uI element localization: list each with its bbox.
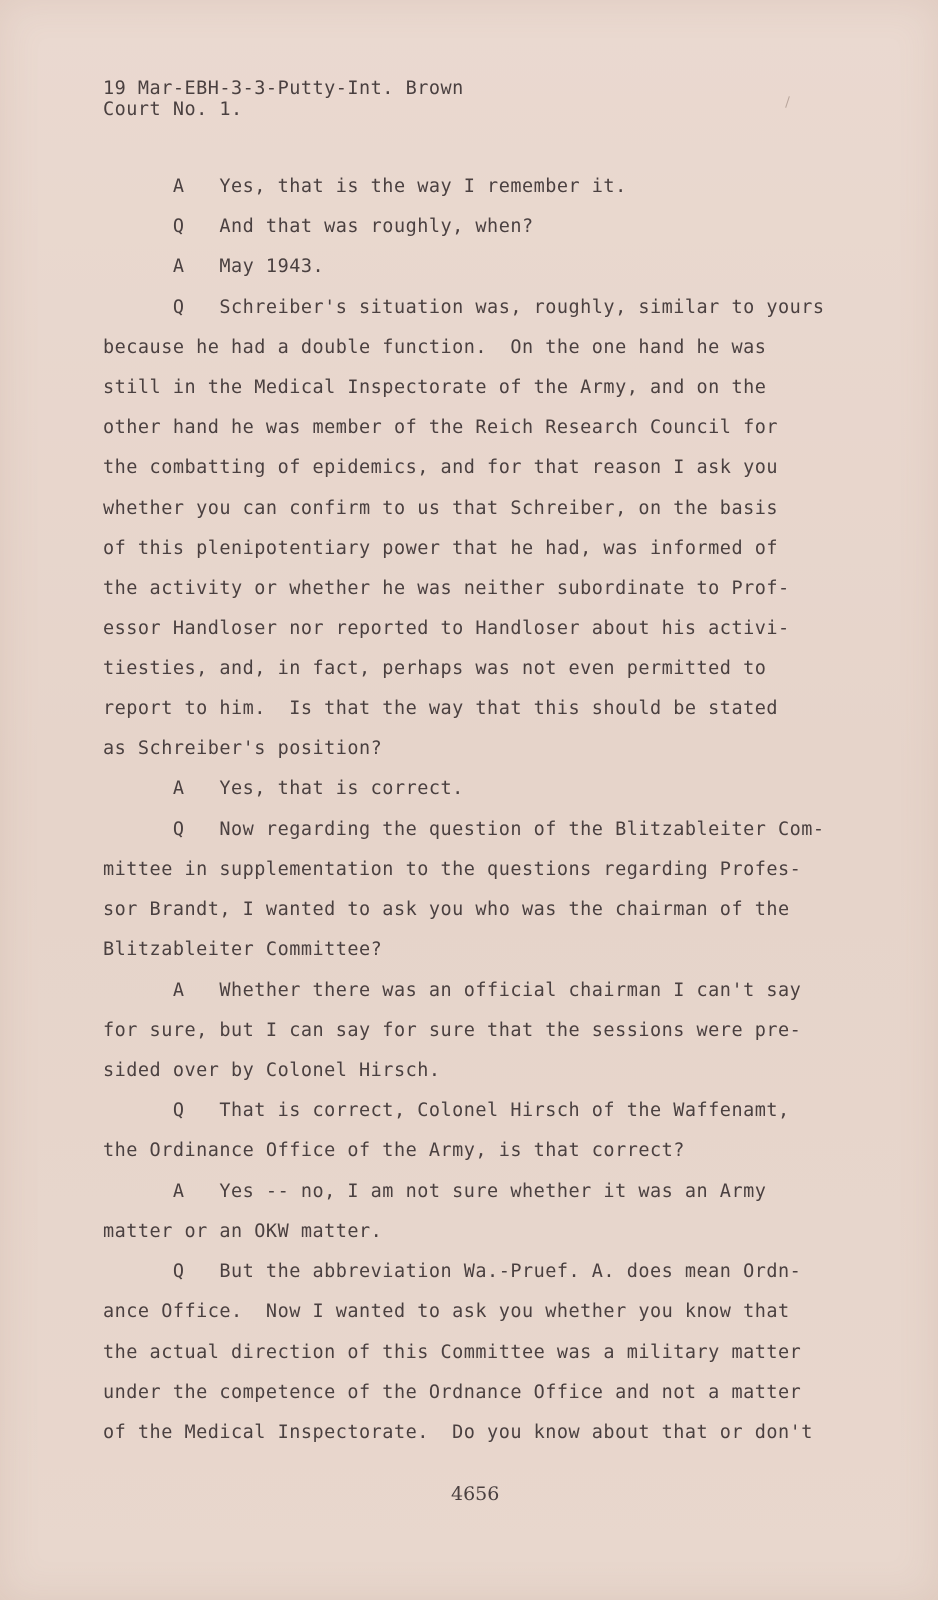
transcript-line: other hand he was member of the Reich Research Council for <box>103 417 779 438</box>
transcript-line: whether you can confirm to us that Schreiber, on the basis <box>103 498 779 519</box>
transcript-line: A Whether there was an official chairman I can't say <box>103 980 802 1001</box>
transcript-line: A May 1943. <box>103 256 325 277</box>
transcript-line: matter or an OKW matter. <box>103 1221 383 1242</box>
transcript-line: essor Handloser nor reported to Handloser about his activi- <box>103 618 790 639</box>
transcript-line: ance Office. Now I wanted to ask you whether you know that <box>103 1301 790 1322</box>
transcript-line: report to him. Is that the way that this should be stated <box>103 698 779 719</box>
transcript-line: Q Now regarding the question of the Blitzableiter Com- <box>103 819 825 840</box>
header-line-1: 19 Mar-EBH-3-3-Putty-Int. Brown <box>103 78 464 99</box>
transcript-line: of this plenipotentiary power that he had, was informed of <box>103 538 779 559</box>
transcript-line: Q And that was roughly, when? <box>103 216 534 237</box>
transcript-line: the Ordinance Office of the Army, is that correct? <box>103 1140 685 1161</box>
transcript-line: as Schreiber's position? <box>103 738 383 759</box>
transcript-line: tiesties, and, in fact, perhaps was not even permitted to <box>103 658 767 679</box>
transcript-line: A Yes, that is correct. <box>103 778 464 799</box>
transcript-line: because he had a double function. On the one hand he was <box>103 337 767 358</box>
transcript-line: Q But the abbreviation Wa.-Pruef. A. does mean Ordn- <box>103 1261 802 1282</box>
transcript-line: sided over by Colonel Hirsch. <box>103 1060 441 1081</box>
transcript-line: Q That is correct, Colonel Hirsch of the Waffenamt, <box>103 1100 790 1121</box>
header-line-2: Court No. 1. <box>103 99 243 120</box>
transcript-line: the combatting of epidemics, and for that reason I ask you <box>103 457 779 478</box>
transcript-line: Q Schreiber's situation was, roughly, similar to yours <box>103 297 825 318</box>
pencil-mark <box>785 96 790 108</box>
transcript-line: A Yes, that is the way I remember it. <box>103 176 627 197</box>
transcript-line: A Yes -- no, I am not sure whether it was an Army <box>103 1181 767 1202</box>
transcript-line: the activity or whether he was neither subordinate to Prof- <box>103 578 790 599</box>
transcript-line: the actual direction of this Committee was a military matter <box>103 1342 802 1363</box>
transcript-line: for sure, but I can say for sure that the sessions were pre- <box>103 1020 802 1041</box>
transcript-line: still in the Medical Inspectorate of the Army, and on the <box>103 377 767 398</box>
transcript-line: Blitzableiter Committee? <box>103 939 383 960</box>
page-number: 4656 <box>451 1483 500 1505</box>
transcript-line: under the competence of the Ordnance Office and not a matter <box>103 1382 802 1403</box>
transcript-line: mittee in supplementation to the questions regarding Profes- <box>103 859 802 880</box>
document-header <box>103 78 464 120</box>
transcript-line: of the Medical Inspectorate. Do you know about that or don't <box>103 1422 813 1443</box>
transcript-line: sor Brandt, I wanted to ask you who was the chairman of the <box>103 899 790 920</box>
